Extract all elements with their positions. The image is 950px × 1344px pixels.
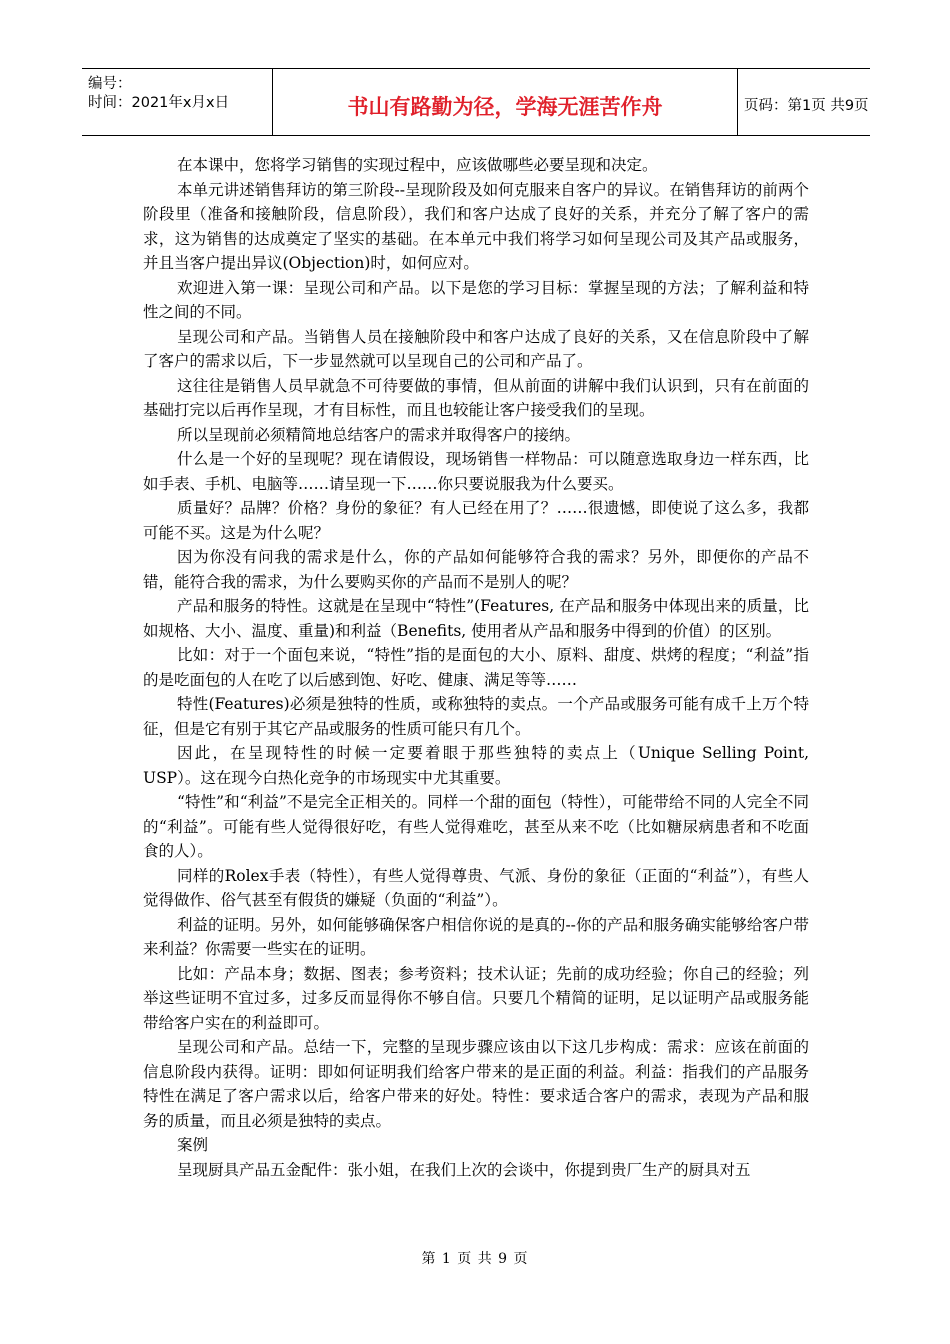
- body-paragraph: 同样的Rolex手表（特性），有些人觉得尊贵、气派、身份的象征（正面的“利益”），有些人觉得做作、俗气甚至有假货的嫌疑（负面的“利益”）。: [143, 866, 809, 909]
- body-paragraph: 特性(Features)必须是独特的性质，或称独特的卖点。一个产品或服务可能有成千上万个特征，但是它有别于其它产品或服务的性质可能只有几个。: [143, 695, 809, 738]
- body-paragraph: 呈现公司和产品。总结一下，完整的呈现步骤应该由以下这几步构成：需求：应该在前面的信息阶段内获得。证明：即如何证明我们给客户带来的是正面的利益。利益：指我们的产品服务特性在满足了客户需求以后，给客户带来的好处。特性：要求适合客户的需求，表现为产品和服务的质量，而且必须是独特的卖点。: [143, 1038, 809, 1130]
- page-footer: 第 1 页 共 9 页: [421, 1251, 529, 1267]
- body-paragraph: “特性”和“利益”不是完全正相关的。同样一个甜的面包（特性），可能带给不同的人完全不同的“利益”。可能有些人觉得很好吃，有些人觉得难吃，甚至从来不吃（比如糖尿病患者和不吃面食的人）。: [143, 793, 809, 860]
- header-motto-cell: [272, 69, 738, 135]
- document-number-label: 编号：: [88, 76, 132, 92]
- body-paragraph: 欢迎进入第一课：呈现公司和产品。以下是您的学习目标：掌握呈现的方法；了解利益和特性之间的不同。: [143, 278, 809, 321]
- document-time-label: 时间：2021年x月x日: [88, 95, 230, 111]
- body-paragraph: 因此，在呈现特性的时候一定要着眼于那些独特的卖点上（Unique Selling Point, USP）。这在现今白热化竞争的市场现实中尤其重要。: [143, 744, 809, 787]
- body-paragraph: 呈现厨具产品五金配件：张小姐，在我们上次的会谈中，你提到贵厂生产的厨具对五: [177, 1160, 751, 1179]
- body-paragraph: 案例: [177, 1136, 209, 1154]
- body-paragraph: 在本课中，您将学习销售的实现过程中，应该做哪些必要呈现和决定。: [177, 156, 658, 174]
- body-paragraph: 质量好？品牌？价格？身份的象征？有人已经在用了？……很遗憾，即使说了这么多，我都可能不买。这是为什么呢？: [143, 499, 809, 542]
- body-paragraph: 比如：产品本身；数据、图表；参考资料；技术认证；先前的成功经验；你自己的经验；列举这些证明不宜过多，过多反而显得你不够自信。只要几个精简的证明，足以证明产品或服务能带给客户实在的利益即可。: [143, 964, 809, 1032]
- document-header: [82, 68, 870, 136]
- document-body: [143, 153, 809, 1182]
- header-page-info: 页码：第1页 共9页: [744, 98, 869, 114]
- body-paragraph: 这往往是销售人员早就急不可待要做的事情，但从前面的讲解中我们认识到，只有在前面的基础打完以后再作呈现，才有目标性，而且也较能让客户接受我们的呈现。: [143, 376, 809, 419]
- body-paragraph: 因为你没有问我的需求是什么，你的产品如何能够符合我的需求？另外，即便你的产品不错，能符合我的需求，为什么要购买你的产品而不是别人的呢？: [143, 548, 809, 591]
- header-motto: 书山有路勤为径，学海无涯苦作舟: [347, 95, 663, 119]
- body-paragraph: 呈现公司和产品。当销售人员在接触阶段中和客户达成了良好的关系，又在信息阶段中了解了客户的需求以后，下一步显然就可以呈现自己的公司和产品了。: [143, 327, 809, 370]
- body-paragraph: 比如：对于一个面包来说，“特性”指的是面包的大小、原料、甜度、烘烤的程度；“利益”指的是吃面包的人在吃了以后感到饱、好吃、健康、满足等等……: [143, 646, 809, 689]
- body-paragraph: 所以呈现前必须精简地总结客户的需求并取得客户的接纳。: [177, 425, 581, 444]
- body-paragraph: 利益的证明。另外，如何能够确保客户相信你说的是真的--你的产品和服务确实能够给客户带来利益？你需要一些实在的证明。: [143, 915, 809, 958]
- body-paragraph: 产品和服务的特性。这就是在呈现中“特性”(Features, 在产品和服务中体现出来的质量，比如规格、大小、温度、重量)和利益（Benefits, 使用者从产品和服务中得到的价值）的区别。: [143, 597, 809, 640]
- body-paragraph: 本单元讲述销售拜访的第三阶段--呈现阶段及如何克服来自客户的异议。在销售拜访的前两个阶段里（准备和接触阶段，信息阶段），我们和客户达成了良好的关系，并充分了解了客户的需求，这为销售的达成奠定了坚实的基础。在本单元中我们将学习如何呈现公司及其产品或服务，并且当客户提出异议(Objection)时，如何应对。: [143, 180, 809, 272]
- header-page-cell: [736, 69, 870, 135]
- body-paragraph: 什么是一个好的呈现呢？现在请假设，现场销售一样物品：可以随意选取身边一样东西，比如手表、手机、电脑等……请呈现一下……你只要说服我为什么要买。: [143, 450, 809, 493]
- header-meta-cell: [82, 69, 272, 135]
